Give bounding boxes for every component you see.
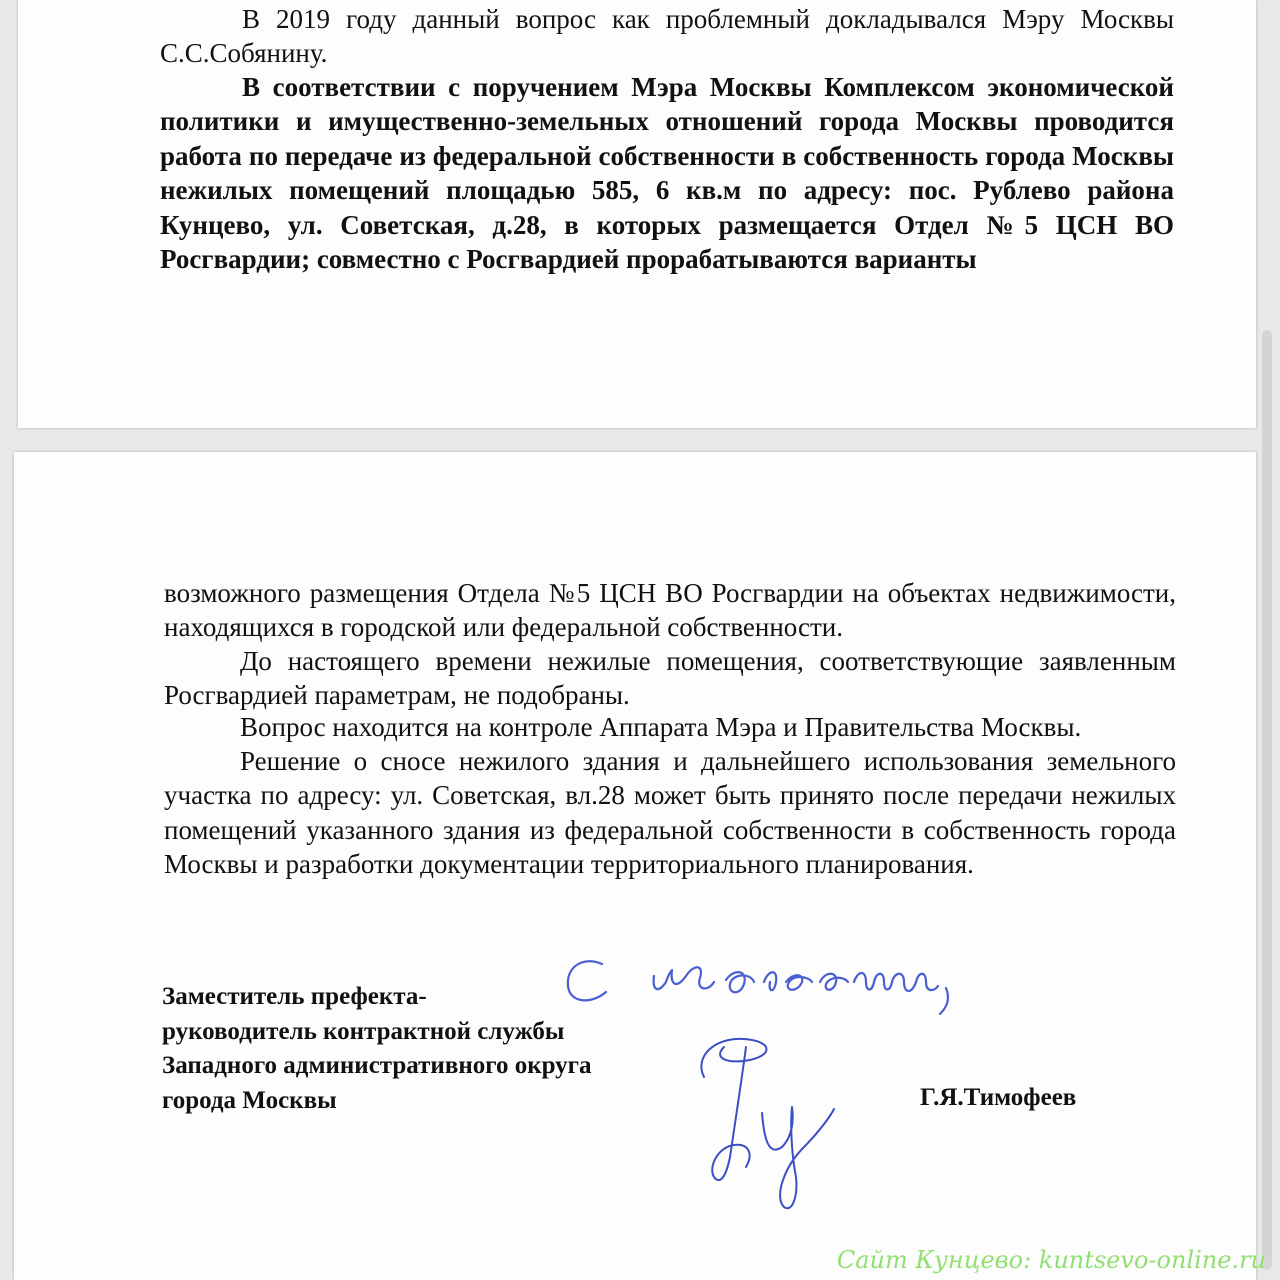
paragraph-demolition-decision: Решение о сносе нежилого здания и дальнейшего использования земельного участка по адресу: ул. Советская, вл.28 может быть принято после передачи нежилых помещений указанного здания из федеральной собственности в собственность города Москвы и разработки документации территориального планирования. [164,746,1176,880]
site-watermark: Сайт Кунцево: kuntsevo-online.ru [836,1246,1266,1274]
signatory-title [162,980,592,1118]
scrollbar[interactable] [1262,330,1272,1270]
paragraph-placement-options: возможного размещения Отдела №5 ЦСН ВО Росгвардии на объектах недвижимости, находящихся в городской или федеральной собственности. [164,578,1176,643]
document-page-2 [14,452,1256,1280]
signatory-name: Г.Я.Тимофеев [920,1084,1077,1111]
signatory-title-line: города Москвы [162,1086,337,1114]
signatory-title-line: Заместитель префекта- [162,983,427,1010]
paragraph-2019-report: В 2019 году данный вопрос как проблемный докладывался Мэру Москвы С.С.Собянину. [160,4,1174,69]
paragraph-not-selected: До настоящего времени нежилые помещения, соответствующие заявленным Росгвардией параметрам, не подобраны. [164,646,1176,711]
paragraph-control: Вопрос находится на контроле Аппарата Мэра и Правительства Москвы. [240,712,1082,742]
signatory-title-line: руководитель контрактной службы [162,1017,565,1045]
signature [684,1017,854,1217]
signatory-title-line: Западного административного округа [162,1052,592,1079]
document-page-1 [18,0,1256,428]
paragraph-mayor-instruction: В соответствии с поручением Мэра Москвы Комплексом экономической политики и имущественно-земельных отношений города Москвы проводится работа по передаче из федеральной собственности в собственность города Москвы нежилых помещений площадью 585, 6 кв.м по адресу: пос. Рублево района Кунцево, ул. Советская, д.28, в которых размещается Отдел №5 ЦСН ВО Росгвардии; совместно с Росгвардией прорабатываются варианты [160,72,1174,275]
